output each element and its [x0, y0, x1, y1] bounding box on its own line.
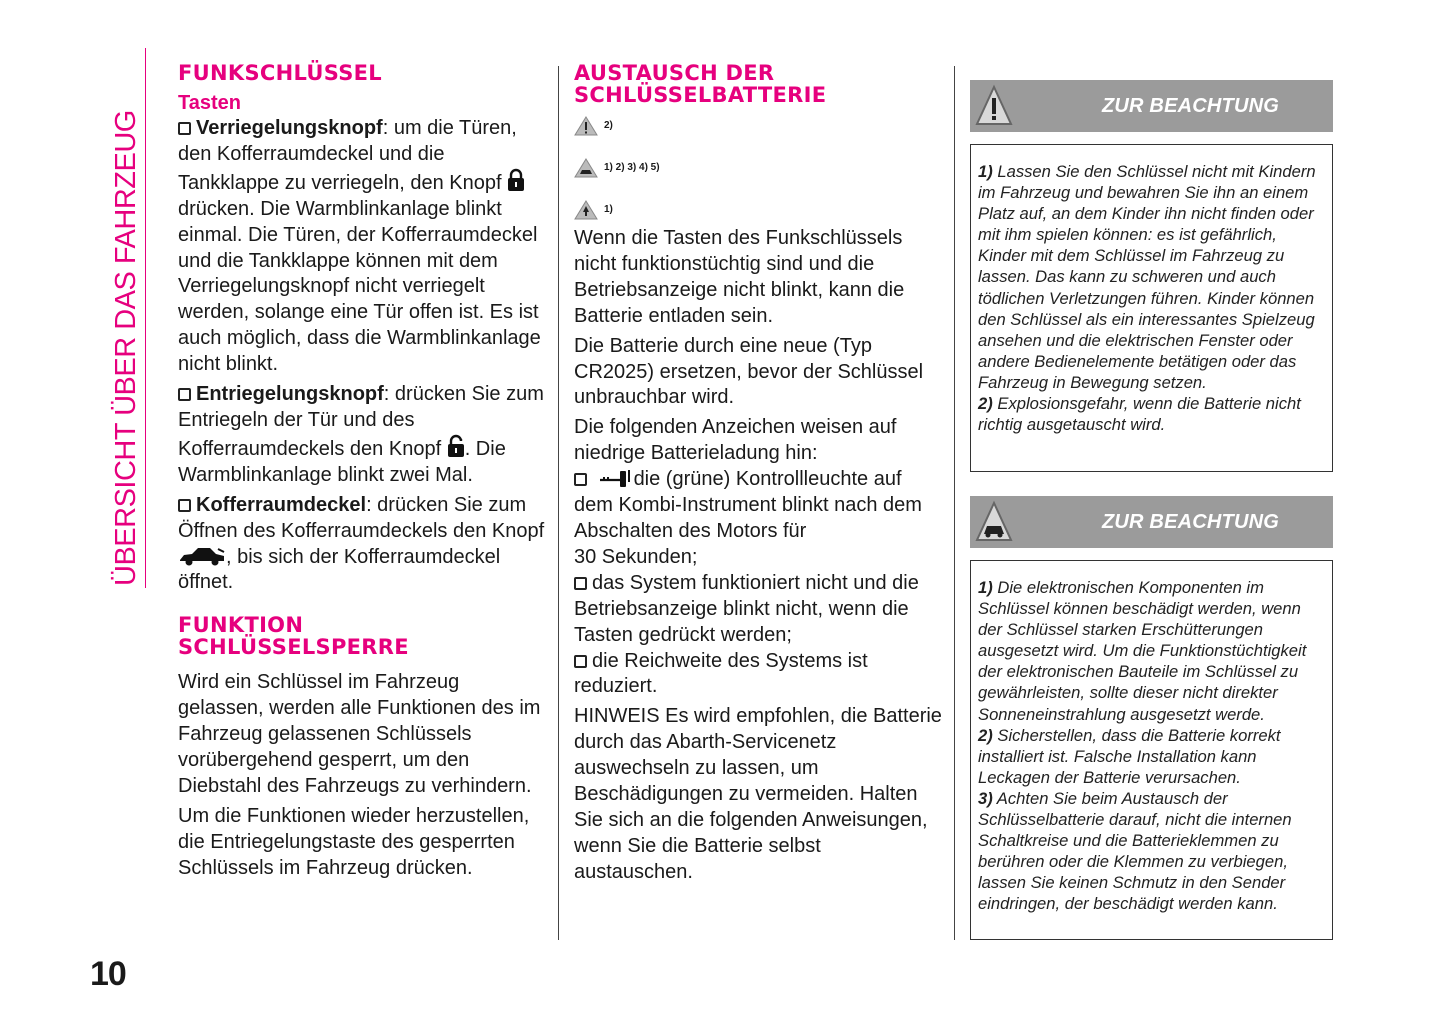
paragraph-batterie-1: Wenn die Tasten des Funkschlüssels nicht funktionstüchtig sind und die Betriebsanzeige nicht blinkt, kann die Batterie entladen sein. [574, 227, 905, 327]
bullet-square [178, 122, 191, 135]
item-text: : um die Türen, den Kofferraumdeckel und die Tankklappe zu verriegeln, den Knopf [178, 117, 517, 194]
item-verriegelungsknopf [178, 116, 546, 378]
column-divider-2 [954, 66, 955, 940]
note-text: Die elektronischen Komponenten im Schlüssel können beschädigt werden, wenn der Schlüssel starken Erschütterungen ausgesetzt wird. Um die Funktionstüchtigkeit der elektronischen Bauteile im Schlüssel zu gewährleisten, sollte dieser nicht direkter Sonneneinstrahlung ausgesetzt werde. [978, 578, 1307, 724]
warning-box-2-title: ZUR BEACHTUNG [1101, 510, 1280, 533]
bullet-text: das System funktioniert nicht und die Betriebsanzeige blinkt nicht, wenn die Tasten gedrückt werden; [574, 571, 919, 646]
item-text-continued: , bis sich der Kofferraumdeckel öffnet. [178, 545, 501, 594]
paragraph-batterie-3: Die folgenden Anzeichen weisen auf niedrige Batterieladung hin: [574, 416, 897, 465]
bullet-square [178, 388, 191, 401]
ref-car-warning [574, 158, 944, 178]
reference-icons [574, 116, 944, 220]
ref-warning [574, 116, 944, 136]
heading-funktion-schluesselsperre [178, 614, 546, 658]
heading-line: SCHLÜSSELSPERRE [178, 635, 409, 660]
bullet-square [178, 499, 191, 512]
item-title: Entriegelungsknopf [196, 383, 384, 406]
warning-2-item-3 [978, 788, 1326, 915]
item-text: : drücken Sie zum Öffnen des Kofferraumdeckels den Knopf [178, 493, 545, 542]
section-side-title: ÜBERSICHT ÜBER DAS FAHRZEUG [106, 48, 146, 588]
car-warning-icon [574, 158, 598, 178]
column-divider-1 [558, 66, 559, 940]
bullet-reichweite [574, 649, 944, 701]
bullet-kontrollleuchte [574, 467, 944, 571]
warning-box-1-body [970, 144, 1333, 472]
item-text-continued: drücken. Die Warmblinkanlage blinkt einmal. Die Türen, der Kofferraumdeckel und die Tankklappe können mit dem Verriegelungsknopf nicht verriegelt werden, solange eine Tür offen ist. Es ist auch möglich, dass die Warmblinkanlage nicht blinkt. [178, 197, 541, 376]
item-title: Kofferraumdeckel [196, 493, 367, 516]
note-text: Achten Sie beim Austausch der Schlüsselbatterie darauf, nicht die internen Schaltkreise und die Batterieklemmen zu berühren oder die Klemmen zu verbiegen, lassen Sie keinen Schmutz in den Sender eindringen, der beschädigt werden kann. [978, 788, 1292, 914]
item-entriegelungsknopf [178, 382, 546, 489]
item-text-continued: . Die Warmblinkanlage blinkt zwei Mal. [178, 437, 506, 486]
warning-1-item-1 [978, 161, 1326, 393]
heading-austausch-schluesselbatterie [574, 62, 944, 106]
environment-triangle-icon [574, 200, 598, 220]
heading-line: SCHLÜSSELBATTERIE [574, 83, 827, 107]
warning-1-item-2 [978, 393, 1326, 435]
warning-triangle-icon [574, 116, 598, 136]
paragraph-batterie-2: Die Batterie durch eine neue (Typ CR2025) ersetzen, bevor der Schlüssel unbrauchbar wird. [574, 334, 924, 409]
warning-2-item-2 [978, 725, 1326, 788]
note-text: Sicherstellen, dass die Batterie korrekt installiert ist. Falsche Installation kann Leckagen der Batterie verursachen. [978, 725, 1281, 787]
ref-numbers: 1) 2) 3) 4) 5) [604, 162, 660, 173]
warning-box-2-body [970, 560, 1333, 940]
heading-line: FUNKTION [178, 613, 304, 638]
bullet-text: die Reichweite des Systems ist reduziert. [574, 649, 868, 698]
ref-numbers: 2) [604, 120, 613, 131]
note-number: 1) [978, 578, 993, 597]
paragraph-hinweis: HINWEIS Es wird empfohlen, die Batterie durch das Abarth-Servicenetz auswechseln zu lassen, um Beschädigungen zu vermeiden. Halten Sie sich an die folgenden Anweisungen, wenn Sie die Batterie selbst austauschen. [574, 705, 942, 883]
note-text: Lassen Sie den Schlüssel nicht mit Kindern im Fahrzeug und bewahren Sie ihn an einem Platz auf, an dem Kinder ihn nicht finden oder mit ihm spielen können: es ist gefährlich, Kinder mit dem Schlüssel im Fahrzeug zu lassen. Das kann zu schweren und auch tödlichen Verletzungen führen. Kinder können den Schlüssel als ein interessantes Spielzeug ansehen und die elektrischen Fenster oder andere Bedienelemente betätigen oder das Fahrzeug in Bewegung setzen. [978, 162, 1316, 392]
bullet-square [574, 655, 587, 668]
ref-numbers: 1) [604, 204, 613, 215]
bullet-square [574, 473, 587, 486]
key-indicator-icon [598, 468, 634, 488]
car-trunk-icon [178, 546, 226, 566]
warning-box-2-header [970, 496, 1333, 548]
paragraph-schluesselsperre-2: Um die Funktionen wieder herzustellen, die Entriegelungstaste des gesperrten Schlüssels im Fahrzeug drücken. [178, 804, 530, 879]
warning-triangle-icon [974, 84, 1014, 128]
item-text: : drücken Sie zum Entriegeln der Tür und des Kofferraumdeckels den Knopf [178, 383, 544, 460]
column-funkschluessel [178, 62, 546, 886]
page-number: 10 [90, 955, 126, 993]
warning-box-1-header [970, 80, 1333, 132]
note-text: Explosionsgefahr, wenn die Batterie nicht richtig ausgetauscht wird. [978, 394, 1301, 435]
bullet-square [574, 577, 587, 590]
bullet-text-continued: 30 Sekunden; [574, 545, 698, 568]
warning-box-1-title: ZUR BEACHTUNG [1101, 94, 1280, 117]
heading-line: AUSTAUSCH DER [574, 61, 775, 85]
car-warning-icon [974, 500, 1014, 544]
heading-funkschluessel: FUNKSCHLÜSSEL [178, 61, 382, 85]
column-schluesselbatterie [574, 62, 944, 890]
item-kofferraumdeckel [178, 493, 546, 597]
lock-open-icon [447, 434, 465, 458]
note-number: 2) [978, 394, 993, 414]
note-number: 2) [978, 725, 993, 745]
note-number: 1) [978, 162, 993, 181]
bullet-text: die (grüne) Kontrollleuchte auf dem Kombi-Instrument blinkt nach dem Abschalten des Motors für [574, 468, 922, 542]
subheading-tasten: Tasten [178, 92, 241, 114]
lock-closed-icon [507, 168, 525, 192]
bullet-system [574, 571, 944, 649]
ref-environment [574, 200, 944, 220]
warning-2-item-1 [978, 577, 1326, 725]
item-title: Verriegelungsknopf [196, 117, 383, 139]
paragraph-schluesselsperre-1: Wird ein Schlüssel im Fahrzeug gelassen, werden alle Funktionen des im Fahrzeug gelassenen Schlüssels vorübergehend gesperrt, um den Diebstahl des Fahrzeugs zu verhindern. [178, 671, 541, 797]
note-number: 3) [978, 788, 993, 808]
